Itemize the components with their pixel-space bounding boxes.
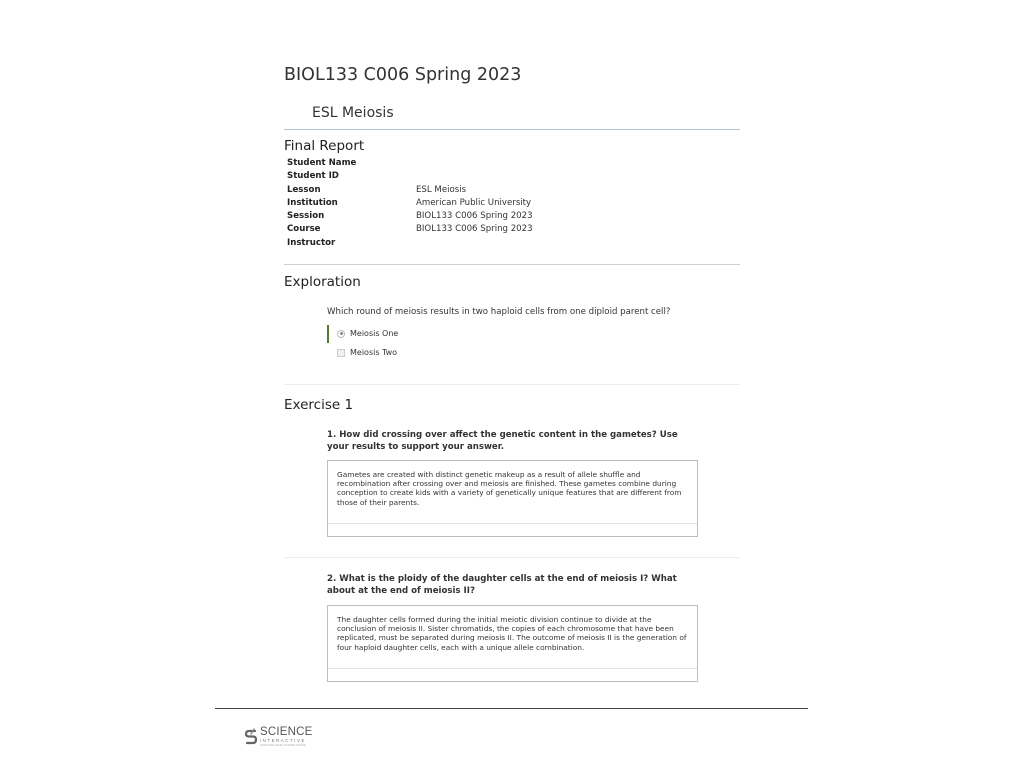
info-label: Student Name <box>287 158 357 168</box>
answer-box-footer <box>328 523 697 536</box>
course-title: BIOL133 C006 Spring 2023 <box>284 65 522 85</box>
info-row-student-name <box>287 157 533 170</box>
logo-mark-icon <box>244 728 258 746</box>
exploration-question: Which round of meiosis results in two haploid cells from one diploid parent cell? <box>327 307 671 317</box>
header-divider <box>284 129 740 130</box>
option-label: Meiosis One <box>350 329 399 338</box>
info-row-institution <box>287 197 533 210</box>
exploration-heading: Exploration <box>284 274 361 290</box>
logo-subtitle: INTERACTIVE <box>260 738 307 743</box>
answer-text: Gametes are created with distinct genetic makeup as a result of allele shuffle and recombination after crossing over and meiosis are finished. These gametes combine during conception to create kids with a variety of genetically unique features that are different from those of their parents. <box>337 470 682 507</box>
question-divider <box>284 557 740 558</box>
logo-tagline: GRADUATE LEVEL SCIENCE ONLINE <box>260 744 306 747</box>
science-interactive-logo <box>244 726 313 748</box>
lesson-title: ESL Meiosis <box>312 105 394 121</box>
info-value: BIOL133 C006 Spring 2023 <box>416 224 533 235</box>
logo-wordmark: SCIENCE <box>260 726 313 738</box>
answer-box-2[interactable] <box>327 605 698 682</box>
info-row-student-id <box>287 170 533 183</box>
info-label: Session <box>287 211 325 221</box>
info-label: Course <box>287 224 321 235</box>
report-info-table <box>287 157 533 250</box>
exercise-question-2: 2. What is the ploidy of the daughter cells at the end of meiosis I? What about at the end of meiosis II? <box>327 574 677 596</box>
option-label: Meiosis Two <box>350 348 398 357</box>
checkbox-icon[interactable] <box>337 349 345 357</box>
exercise1-heading: Exercise 1 <box>284 397 354 413</box>
final-report-heading: Final Report <box>284 138 365 154</box>
section-divider <box>284 264 740 265</box>
answer-box-footer <box>328 668 697 681</box>
exercise-question-1: 1. How did crossing over affect the genetic content in the gametes? Use your results to support your answer. <box>327 430 678 452</box>
selected-answer-indicator <box>327 325 329 343</box>
answer-text: The daughter cells formed during the initial meiotic division continue to divide at the conclusion of meiosis II. Sister chromatids, the copies of each chromosome that have been replicated, must be separated during meiosis II. The outcome of meiosis II is the generation of four haploid daughter cells, each with a unique allele combination. <box>337 615 687 652</box>
section-divider <box>284 384 740 385</box>
option-meiosis-one[interactable] <box>337 329 398 338</box>
info-label: Student ID <box>287 171 339 182</box>
info-row-course <box>287 223 533 236</box>
answer-box-1[interactable] <box>327 460 698 537</box>
info-label: Institution <box>287 197 338 208</box>
info-row-session <box>287 210 533 223</box>
info-label: Lesson <box>287 184 321 195</box>
footer-divider <box>215 708 808 709</box>
option-meiosis-two[interactable] <box>337 348 397 357</box>
info-label: Instructor <box>287 237 336 248</box>
info-value: American Public University <box>416 197 532 208</box>
info-value: ESL Meiosis <box>416 184 467 195</box>
info-row-lesson <box>287 184 533 197</box>
info-row-instructor <box>287 237 533 250</box>
radio-selected-icon[interactable] <box>337 330 345 338</box>
info-value: BIOL133 C006 Spring 2023 <box>416 211 533 221</box>
